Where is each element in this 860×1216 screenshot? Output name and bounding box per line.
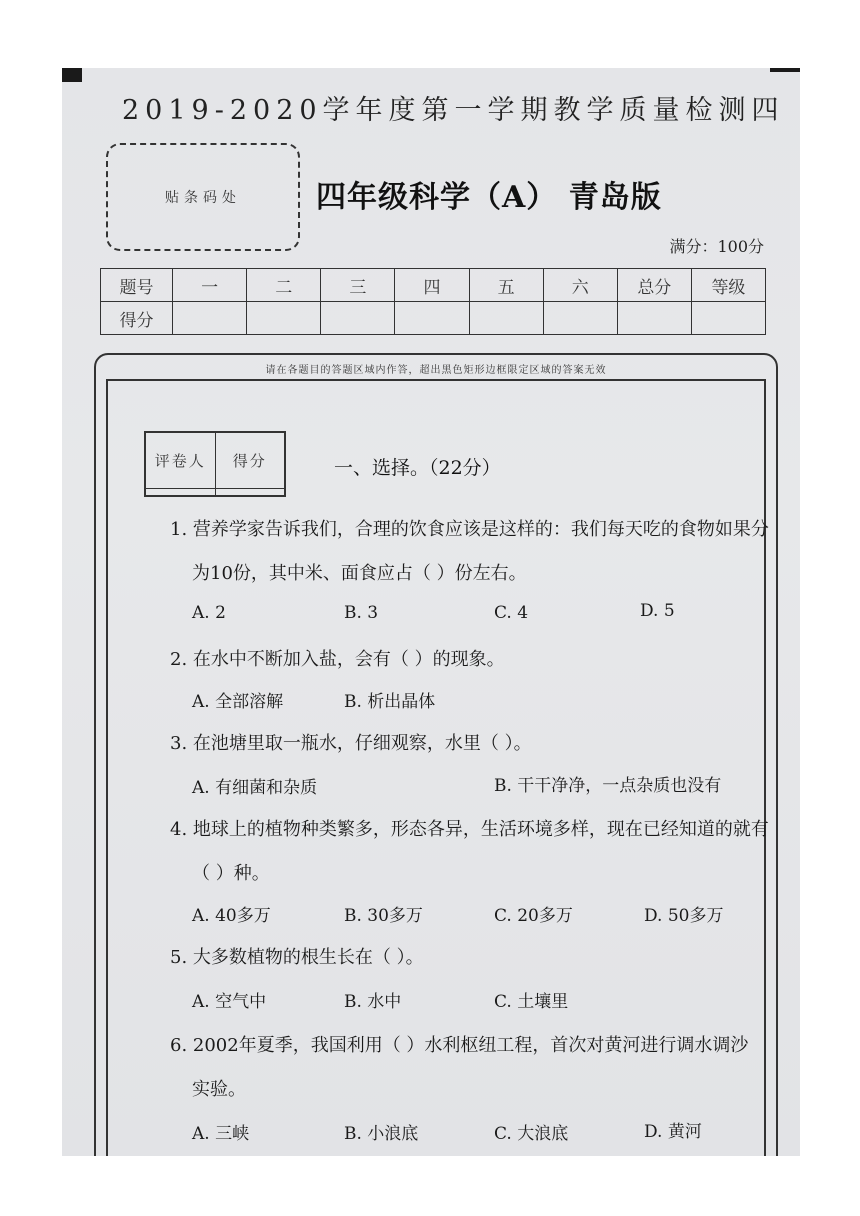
grader-blank[interactable] <box>145 488 215 496</box>
option-1b[interactable]: B. 3 <box>344 603 379 623</box>
score-table-cell: 一 <box>173 269 247 302</box>
option-5b[interactable]: B. 水中 <box>344 992 402 1012</box>
question-6-line-2: 实验。 <box>192 1079 246 1100</box>
option-1d[interactable]: D. 5 <box>640 601 675 621</box>
option-4c[interactable]: C. 20多万 <box>494 906 573 926</box>
score-blank-cell[interactable] <box>395 302 469 335</box>
exam-title: 2019-2020学年度第一学期教学质量检测四 <box>122 95 785 126</box>
score-table-score-row <box>101 302 766 335</box>
exam-paper-photo <box>62 68 800 1156</box>
option-4a[interactable]: A. 40多万 <box>192 906 271 926</box>
score-table-cell: 总分 <box>617 269 691 302</box>
option-1a[interactable]: A. 2 <box>192 603 226 623</box>
score-table-cell: 五 <box>469 269 543 302</box>
full-score: 满分：100分 <box>669 237 764 256</box>
score-blank-cell[interactable] <box>617 302 691 335</box>
barcode-label: 贴条码处 <box>165 190 241 206</box>
subject-title: 四年级科学（A） 青岛版 <box>316 180 662 215</box>
option-4d[interactable]: D. 50多万 <box>644 906 724 926</box>
score-table-cell: 得分 <box>101 302 173 335</box>
score-table-cell: 三 <box>321 269 395 302</box>
option-2a[interactable]: A. 全部溶解 <box>192 692 284 712</box>
score-table-cell: 四 <box>395 269 469 302</box>
section-heading: 一、选择。（22分） <box>334 457 501 479</box>
option-5a[interactable]: A. 空气中 <box>192 992 267 1012</box>
option-4b[interactable]: B. 30多万 <box>344 906 423 926</box>
question-4-line-1: 4. 地球上的植物种类繁多，形态各异，生活环境多样，现在已经知道的就有 <box>170 819 769 840</box>
question-4-line-2: （ ）种。 <box>192 863 270 884</box>
option-6d[interactable]: D. 黄河 <box>644 1122 702 1142</box>
question-1-line-2: 为10份，其中米、面食应占（ ）份左右。 <box>192 563 527 584</box>
score-table <box>100 268 766 335</box>
score-blank-cell[interactable] <box>173 302 247 335</box>
question-6-line-1: 6. 2002年夏季，我国利用（ ）水利枢纽工程，首次对黄河进行调水调沙 <box>170 1035 749 1056</box>
answer-area-note: 请在各题目的答题区域内作答，超出黑色矩形边框限定区域的答案无效 <box>265 365 607 376</box>
score-table-cell: 二 <box>247 269 321 302</box>
score-table-cell: 题号 <box>101 269 173 302</box>
score-table-cell: 六 <box>543 269 617 302</box>
grader-label: 评卷人 <box>145 432 215 488</box>
barcode-box <box>106 143 300 251</box>
grader-score-label: 得分 <box>215 432 285 488</box>
answer-inner-frame <box>106 379 769 1156</box>
question-5-line-1: 5. 大多数植物的根生长在（ ）。 <box>170 947 424 968</box>
option-3b[interactable]: B. 干干净净，一点杂质也没有 <box>494 776 722 796</box>
score-table-header-row <box>101 269 766 302</box>
corner-mark <box>770 68 800 72</box>
question-1-line-1: 1. 营养学家告诉我们，合理的饮食应该是这样的：我们每天吃的食物如果分 <box>170 519 769 540</box>
option-6a[interactable]: A. 三峡 <box>192 1124 250 1144</box>
score-blank-cell[interactable] <box>321 302 395 335</box>
answer-area <box>94 353 778 1156</box>
option-5c[interactable]: C. 土壤里 <box>494 992 569 1012</box>
score-blank-cell[interactable] <box>543 302 617 335</box>
option-1c[interactable]: C. 4 <box>494 603 529 623</box>
option-6b[interactable]: B. 小浪底 <box>344 1124 419 1144</box>
grader-score-blank[interactable] <box>215 488 285 496</box>
option-3a[interactable]: A. 有细菌和杂质 <box>192 778 318 798</box>
question-3-line-1: 3. 在池塘里取一瓶水，仔细观察，水里（ ）。 <box>170 733 532 754</box>
grader-table <box>144 431 286 497</box>
corner-mark <box>62 68 82 82</box>
option-2b[interactable]: B. 析出晶体 <box>344 692 436 712</box>
score-blank-cell[interactable] <box>691 302 765 335</box>
option-6c[interactable]: C. 大浪底 <box>494 1124 569 1144</box>
score-table-cell: 等级 <box>691 269 765 302</box>
score-blank-cell[interactable] <box>469 302 543 335</box>
question-2-line-1: 2. 在水中不断加入盐，会有（ ）的现象。 <box>170 649 505 670</box>
score-blank-cell[interactable] <box>247 302 321 335</box>
